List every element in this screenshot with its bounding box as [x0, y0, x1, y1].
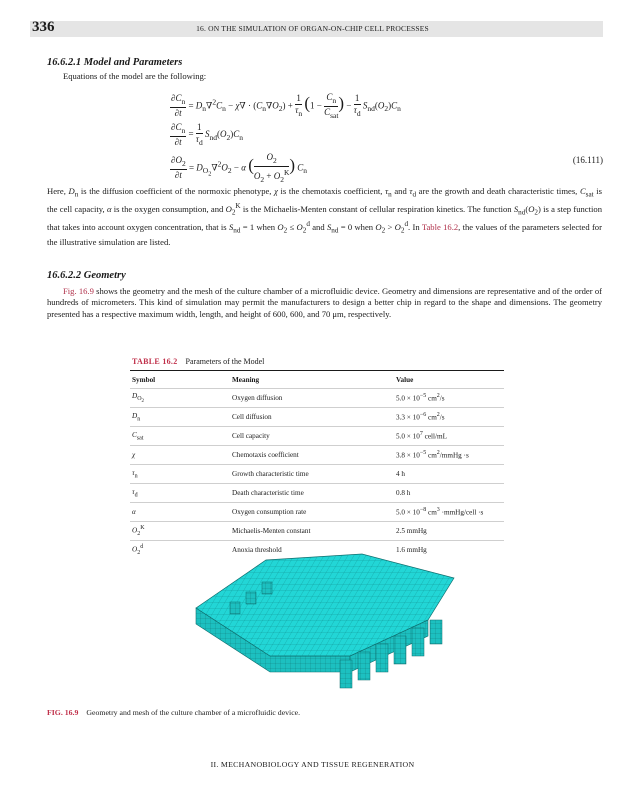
table-row — [130, 503, 504, 522]
meaning-cell: Cell diffusion — [230, 408, 394, 427]
page-footer: II. MECHANOBIOLOGY AND TISSUE REGENERATION — [210, 760, 415, 769]
equation-oxygen: $\frac{\partial O_2}{\partial t}$ = $D_{O_2}\nabla^2O_2 - \alpha$ ( $\frac{O_2}{O_2 + O_2^K}$ ) $C_n$ — [171, 152, 308, 184]
meaning-cell: Oxygen diffusion — [230, 389, 394, 408]
equation-number: (16.111) — [572, 155, 603, 165]
model-description: Here, $D_n$ is the diffusion coefficient of the normoxic phenotype, χ is the chemotaxis coefficient, $\tau_n$ and $\tau_d$ are the growth and death characteristic times, $C_{sat}$ is the cell capacity, α is the oxygen consumption, and $O_2^K$ is the Michaelis-Menten constant of cellular respiration kinetics. The function $S_{nd}(O_2)$ is a step function that takes into account oxygen concentration, that is $S_{nd} = 1$ when $O_2 \le O_2^d$ and $S_{nd} = 0$ when $O_2 > O_2^d$. In Table 16.2, the values of the parameters selected for the illustrative simulation are listed. — [47, 186, 602, 248]
meaning-cell: Chemotaxis coefficient — [230, 446, 394, 465]
figure-caption — [47, 708, 300, 717]
symbol-cell: $\tau_d$ — [130, 484, 230, 503]
mesh-figure — [190, 548, 470, 698]
value-cell: $5.0 \times 10^{-5}$ $cm^2/s$ — [394, 389, 504, 408]
table-top-rule — [130, 370, 504, 371]
table-header-row — [130, 372, 504, 389]
symbol-cell: $O_2^K$ — [130, 522, 230, 541]
symbol-cell: $O_2^d$ — [130, 541, 230, 560]
symbol-cell: $D_n$ — [130, 408, 230, 427]
value-cell: 0.8 h — [394, 484, 504, 503]
meaning-cell: Growth characteristic time — [230, 465, 394, 484]
symbol-cell: $D_{O_2}$ — [130, 389, 230, 408]
section-title-geometry: 16.6.2.2 Geometry — [47, 270, 126, 281]
equations-intro: Equations of the model are the following: — [63, 71, 207, 81]
figure-label: FIG. 16.9 — [47, 708, 79, 717]
symbol-cell: α — [130, 503, 230, 522]
page-number: 336 — [32, 19, 55, 35]
table-row — [130, 484, 504, 503]
table-label: TABLE 16.2 — [132, 357, 178, 366]
geometry-paragraph — [47, 286, 602, 320]
table-row — [130, 465, 504, 484]
equation-dead-cells: $\frac{\partial C_n}{\partial t}$ = $\frac{1}{\tau_d}$ $S_{nd}(O_2)C_n$ — [171, 122, 244, 147]
header-value: Value — [396, 376, 414, 384]
symbol-cell: $C_{sat}$ — [130, 427, 230, 446]
symbol-cell: $\tau_n$ — [130, 465, 230, 484]
meaning-cell: Michaelis-Menten constant — [230, 522, 394, 541]
header-meaning: Meaning — [232, 376, 260, 384]
table-row — [130, 408, 504, 427]
meaning-cell: Death characteristic time — [230, 484, 394, 503]
equation-cell-density: $\frac{\partial C_n}{\partial t}$ = $D_n\nabla^2C_n - \chi\nabla \cdot (C_n\nabla O_2)$ + $\frac{1}{\tau_n}$ (1 − $\frac{C_n}{C_{sat}}$ ) − $\frac{1}{\tau_d}$ $S_{nd}(O_2)C_n$ — [171, 92, 401, 120]
figure-caption-text: Geometry and mesh of the culture chamber of a microfluidic device. — [86, 708, 301, 717]
value-cell: $3.3 \times 10^{-6}$ $cm^2/s$ — [394, 408, 504, 427]
table-caption — [132, 357, 264, 366]
value-cell: $5.0 \times 10^7$ cell/mL — [394, 427, 504, 446]
meaning-cell: Cell capacity — [230, 427, 394, 446]
table-caption-text: Parameters of the Model — [185, 357, 265, 366]
meaning-cell: Anoxia threshold — [230, 541, 394, 560]
parameters-table — [130, 372, 504, 559]
value-cell: $3.8 \times 10^{-5}$ $cm^2$/mmHg ·s — [394, 446, 504, 465]
table-row — [130, 389, 504, 408]
table-row — [130, 446, 504, 465]
value-cell: 4 h — [394, 465, 504, 484]
section-title-model: 16.6.2.1 Model and Parameters — [47, 57, 183, 68]
running-title: 16. ON THE SIMULATION OF ORGAN-ON-CHIP CELL PROCESSES — [196, 24, 429, 33]
geometry-text: shows the geometry and the mesh of the culture chamber of a microfluidic device. Geometry and dimensions are representative and of the order of hundreds of micrometers. This kind of simulation may permit the manufacturers to design a better chip in regard to the shape and dimensions. The geometry presented has a respective maximum width, length, and height of 600, 600, and 70 μm, respectively. — [47, 286, 602, 319]
value-cell: 2.5 mmHg — [394, 522, 504, 541]
value-cell: 1.6 mmHg — [394, 541, 504, 560]
header-symbol: Symbol — [132, 376, 156, 384]
value-cell: $5.0 \times 10^{-8}$ $cm^3$ ·mmHg/cell ·s — [394, 503, 504, 522]
table-row — [130, 522, 504, 541]
table-row — [130, 427, 504, 446]
figure-reference-link[interactable]: Fig. 16.9 — [63, 286, 94, 296]
symbol-cell: χ — [130, 446, 230, 465]
meaning-cell: Oxygen consumption rate — [230, 503, 394, 522]
